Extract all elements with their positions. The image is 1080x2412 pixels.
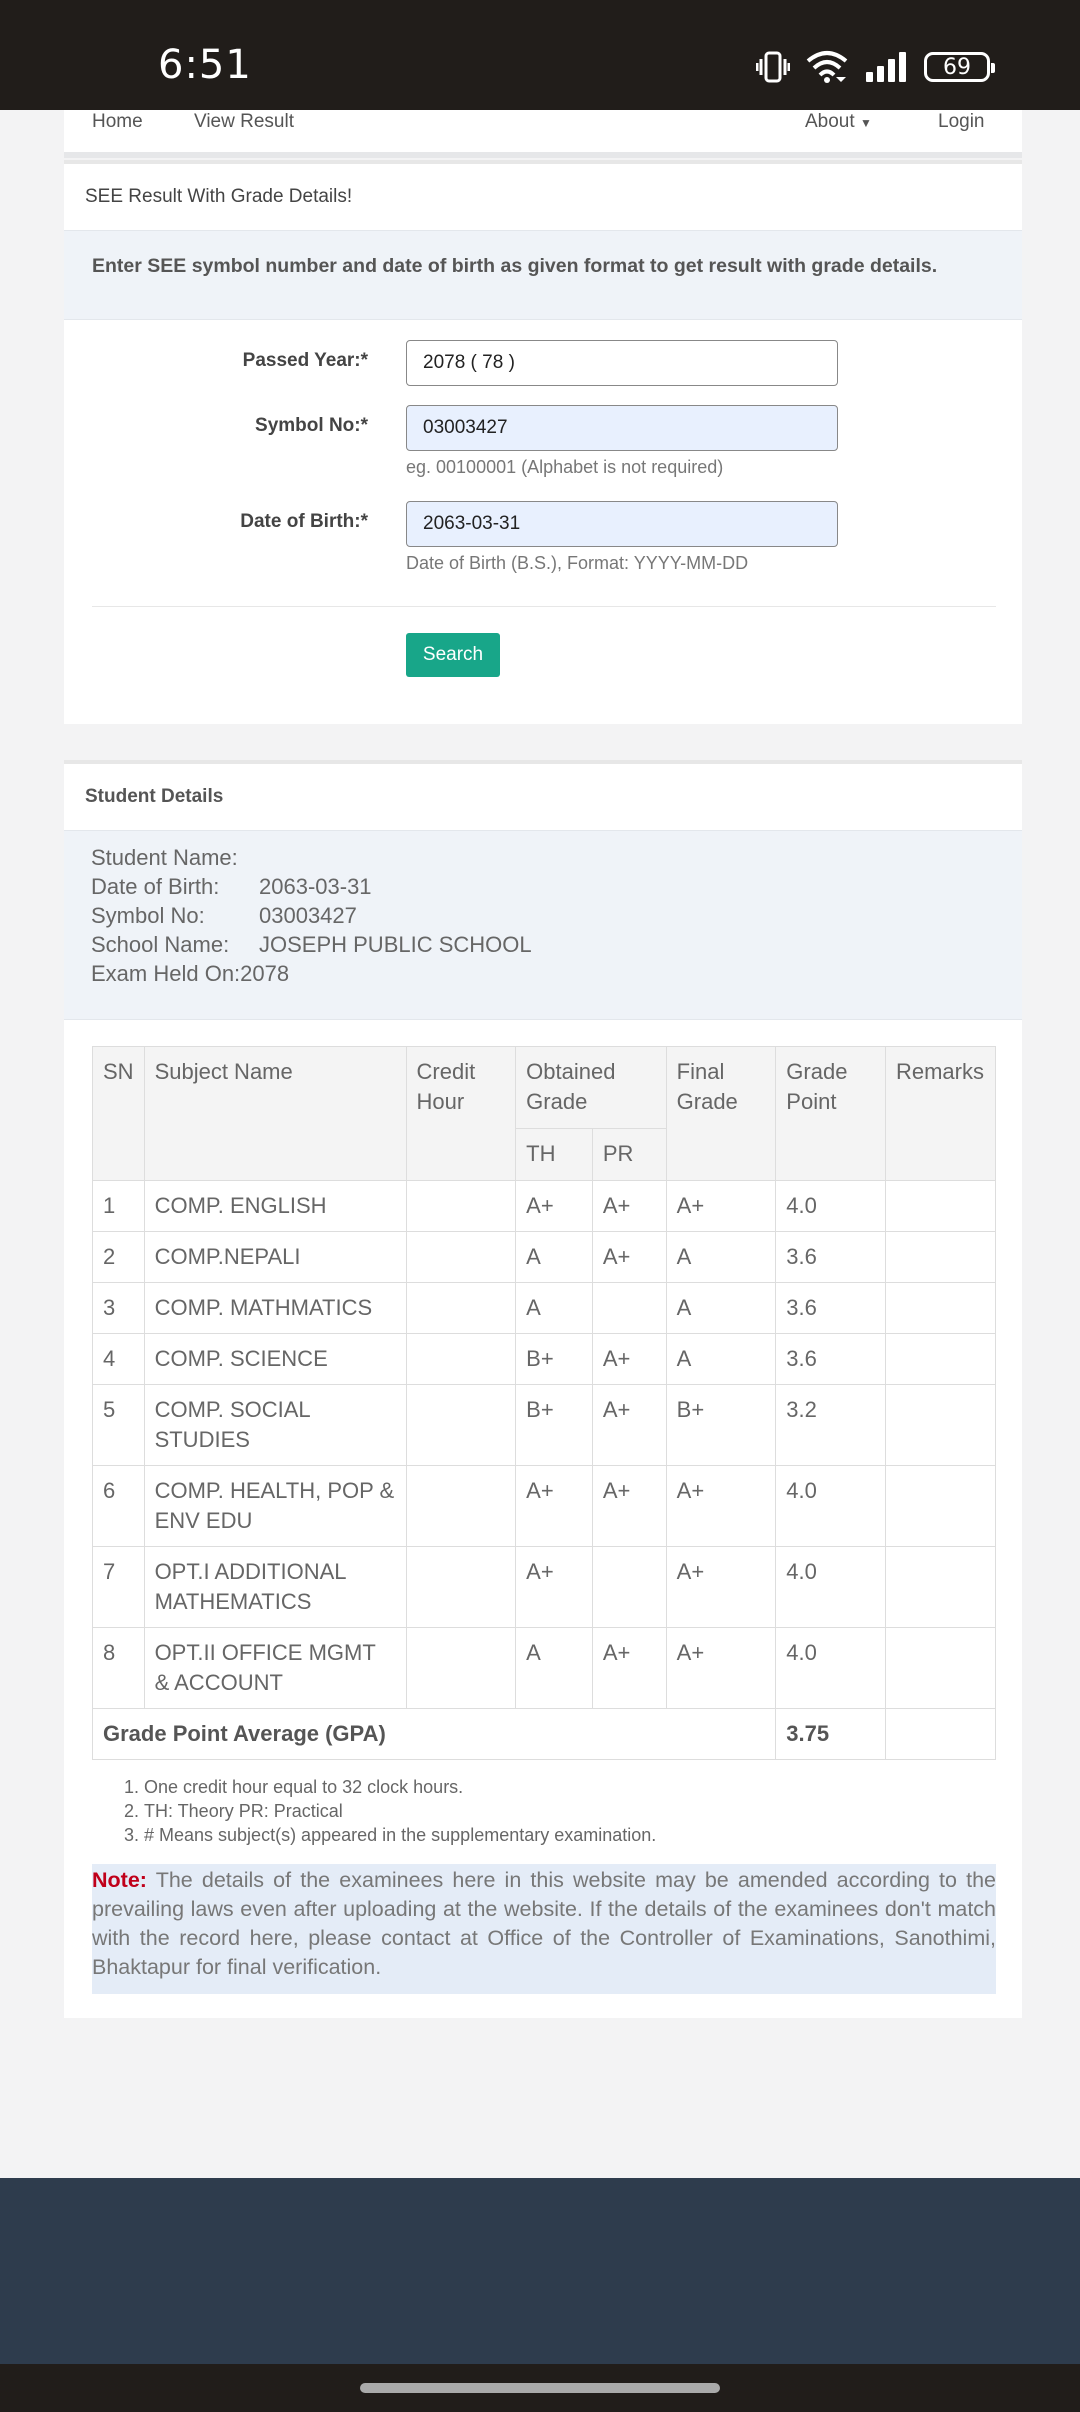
wifi-icon <box>806 50 848 84</box>
cell-remarks <box>885 1385 995 1466</box>
cell-sn: 4 <box>93 1334 145 1385</box>
footnote-item: 1. One credit hour equal to 32 clock hours. <box>144 1775 1022 1799</box>
symbol-hint: eg. 00100001 (Alphabet is not required) <box>406 457 724 477</box>
symbol-label-detail: Symbol No: <box>91 903 205 928</box>
cell-credit <box>406 1385 516 1466</box>
search-card-title: SEE Result With Grade Details! <box>64 160 1022 230</box>
cell-remarks <box>885 1181 995 1232</box>
gpa-row <box>93 1709 996 1760</box>
cell-pr: A+ <box>592 1466 666 1547</box>
cell-th: B+ <box>516 1334 593 1385</box>
footnote-list <box>64 1775 1022 1847</box>
col-final: Final Grade <box>666 1047 776 1181</box>
table-row <box>93 1547 996 1628</box>
cell-final: A+ <box>666 1466 776 1547</box>
cell-sn: 3 <box>93 1283 145 1334</box>
nav-about-label: About <box>805 111 855 132</box>
table-row <box>93 1283 996 1334</box>
exam-value: 2078 <box>240 961 290 986</box>
cell-final: A+ <box>666 1181 776 1232</box>
cell-point: 3.6 <box>776 1232 886 1283</box>
footnote-item: 3. # Means subject(s) appeared in the supplementary examination. <box>144 1823 1022 1847</box>
top-navbar <box>64 110 1022 158</box>
cell-remarks <box>885 1466 995 1547</box>
table-row <box>93 1181 996 1232</box>
cell-sn: 2 <box>93 1232 145 1283</box>
cell-subject: OPT.II OFFICE MGMT & ACCOUNT <box>144 1628 406 1709</box>
nav-login[interactable]: Login <box>938 111 985 132</box>
gpa-remarks <box>885 1709 995 1760</box>
cell-th: A+ <box>516 1181 593 1232</box>
cell-subject: COMP. ENGLISH <box>144 1181 406 1232</box>
cell-subject: OPT.I ADDITIONAL MATHEMATICS <box>144 1547 406 1628</box>
page-footer <box>0 2178 1080 2364</box>
cell-pr <box>592 1547 666 1628</box>
table-row <box>93 1232 996 1283</box>
system-nav-bar <box>0 2364 1080 2412</box>
cell-pr: A+ <box>592 1628 666 1709</box>
cell-pr: A+ <box>592 1334 666 1385</box>
col-point: Grade Point <box>776 1047 886 1181</box>
cell-credit <box>406 1232 516 1283</box>
cell-subject: COMP.NEPALI <box>144 1232 406 1283</box>
student-card <box>64 760 1022 2018</box>
footnote-item: 2. TH: Theory PR: Practical <box>144 1799 1022 1823</box>
home-indicator[interactable] <box>360 2383 720 2393</box>
symbol-input[interactable]: 03003427 <box>406 405 838 451</box>
cell-pr <box>592 1283 666 1334</box>
cell-th: A <box>516 1283 593 1334</box>
cell-final: A <box>666 1283 776 1334</box>
clock: 6:51 <box>158 42 252 88</box>
cell-point: 4.0 <box>776 1628 886 1709</box>
cell-th: A+ <box>516 1466 593 1547</box>
school-value: JOSEPH PUBLIC SCHOOL <box>259 932 532 957</box>
cell-final: B+ <box>666 1385 776 1466</box>
cell-sn: 6 <box>93 1466 145 1547</box>
dob-label: Date of Birth:* <box>240 511 368 532</box>
cell-subject: COMP. MATHMATICS <box>144 1283 406 1334</box>
table-header-row <box>93 1047 996 1129</box>
footnotes <box>64 1775 1022 1847</box>
col-sn: SN <box>93 1047 145 1181</box>
col-th: TH <box>516 1129 593 1181</box>
cell-sn: 1 <box>93 1181 145 1232</box>
school-label: School Name: <box>91 932 230 957</box>
form-divider <box>92 606 996 607</box>
cell-credit <box>406 1547 516 1628</box>
cell-th: A <box>516 1628 593 1709</box>
cell-final: A+ <box>666 1628 776 1709</box>
vibrate-icon <box>756 51 790 83</box>
cell-pr: A+ <box>592 1232 666 1283</box>
cell-point: 4.0 <box>776 1181 886 1232</box>
cell-sn: 7 <box>93 1547 145 1628</box>
student-info <box>64 830 1022 1020</box>
cell-subject: COMP. HEALTH, POP & ENV EDU <box>144 1466 406 1547</box>
symbol-label: Symbol No:* <box>255 415 368 436</box>
table-row <box>93 1466 996 1547</box>
cell-point: 4.0 <box>776 1466 886 1547</box>
cell-credit <box>406 1628 516 1709</box>
col-remarks: Remarks <box>885 1047 995 1181</box>
status-bar <box>0 0 1080 110</box>
cell-credit <box>406 1466 516 1547</box>
cell-final: A+ <box>666 1547 776 1628</box>
note-text: The details of the examinees here in this website may be amended according to the prevailing laws even after uploading at the website. If the details of the examinees don't match with the record here, please contact at Office of the Controller of Examinations, Sanothimi, Bhaktapur for final verification. <box>92 1868 996 1979</box>
cell-credit <box>406 1181 516 1232</box>
table-row <box>93 1628 996 1709</box>
search-button[interactable]: Search <box>406 633 500 677</box>
cell-sn: 8 <box>93 1628 145 1709</box>
caret-down-icon: ▼ <box>859 116 872 130</box>
col-subject: Subject Name <box>144 1047 406 1181</box>
cell-th: A <box>516 1232 593 1283</box>
cell-point: 3.6 <box>776 1283 886 1334</box>
table-row <box>93 1334 996 1385</box>
dob-input[interactable]: 2063-03-31 <box>406 501 838 547</box>
cell-point: 3.2 <box>776 1385 886 1466</box>
signal-icon <box>864 52 908 82</box>
cell-remarks <box>885 1283 995 1334</box>
col-obtained: Obtained Grade <box>516 1047 666 1129</box>
col-credit: Credit Hour <box>406 1047 516 1181</box>
table-row <box>93 1385 996 1466</box>
nav-about[interactable] <box>805 111 872 133</box>
note-box <box>92 1864 996 1994</box>
cell-credit <box>406 1283 516 1334</box>
cell-final: A <box>666 1232 776 1283</box>
student-name-label: Student Name: <box>91 845 238 870</box>
grade-table-body <box>93 1181 996 1709</box>
note-label: Note: <box>92 1868 147 1892</box>
cell-th: B+ <box>516 1385 593 1466</box>
cell-pr: A+ <box>592 1385 666 1466</box>
cell-remarks <box>885 1628 995 1709</box>
cell-sn: 5 <box>93 1385 145 1466</box>
cell-credit <box>406 1334 516 1385</box>
cell-remarks <box>885 1232 995 1283</box>
cell-pr: A+ <box>592 1181 666 1232</box>
nav-home[interactable]: Home <box>92 111 143 132</box>
col-pr: PR <box>592 1129 666 1181</box>
passed-year-label: Passed Year:* <box>242 350 368 371</box>
cell-remarks <box>885 1334 995 1385</box>
cell-point: 4.0 <box>776 1547 886 1628</box>
cell-subject: COMP. SCIENCE <box>144 1334 406 1385</box>
symbol-value-detail: 03003427 <box>259 903 357 928</box>
cell-point: 3.6 <box>776 1334 886 1385</box>
exam-label: Exam Held On: <box>91 961 241 986</box>
search-card <box>64 160 1022 724</box>
gpa-label: Grade Point Average (GPA) <box>93 1709 776 1760</box>
grade-table <box>92 1046 996 1760</box>
student-card-title: Student Details <box>64 760 1022 830</box>
cell-subject: COMP. SOCIAL STUDIES <box>144 1385 406 1466</box>
cell-remarks <box>885 1547 995 1628</box>
dob-value-detail: 2063-03-31 <box>259 874 372 899</box>
dob-label-detail: Date of Birth: <box>91 874 220 899</box>
cell-th: A+ <box>516 1547 593 1628</box>
status-icons <box>756 50 990 84</box>
exam-held-on <box>91 959 289 988</box>
search-instruction: Enter SEE symbol number and date of birth as given format to get result with grade details. <box>64 230 1022 320</box>
battery-icon: 69 <box>924 52 990 82</box>
passed-year-select[interactable]: 2078 ( 78 ) <box>406 340 838 386</box>
nav-view-result[interactable]: View Result <box>194 111 294 132</box>
gpa-value: 3.75 <box>776 1709 886 1760</box>
cell-final: A <box>666 1334 776 1385</box>
dob-hint: Date of Birth (B.S.), Format: YYYY-MM-DD <box>406 553 749 573</box>
